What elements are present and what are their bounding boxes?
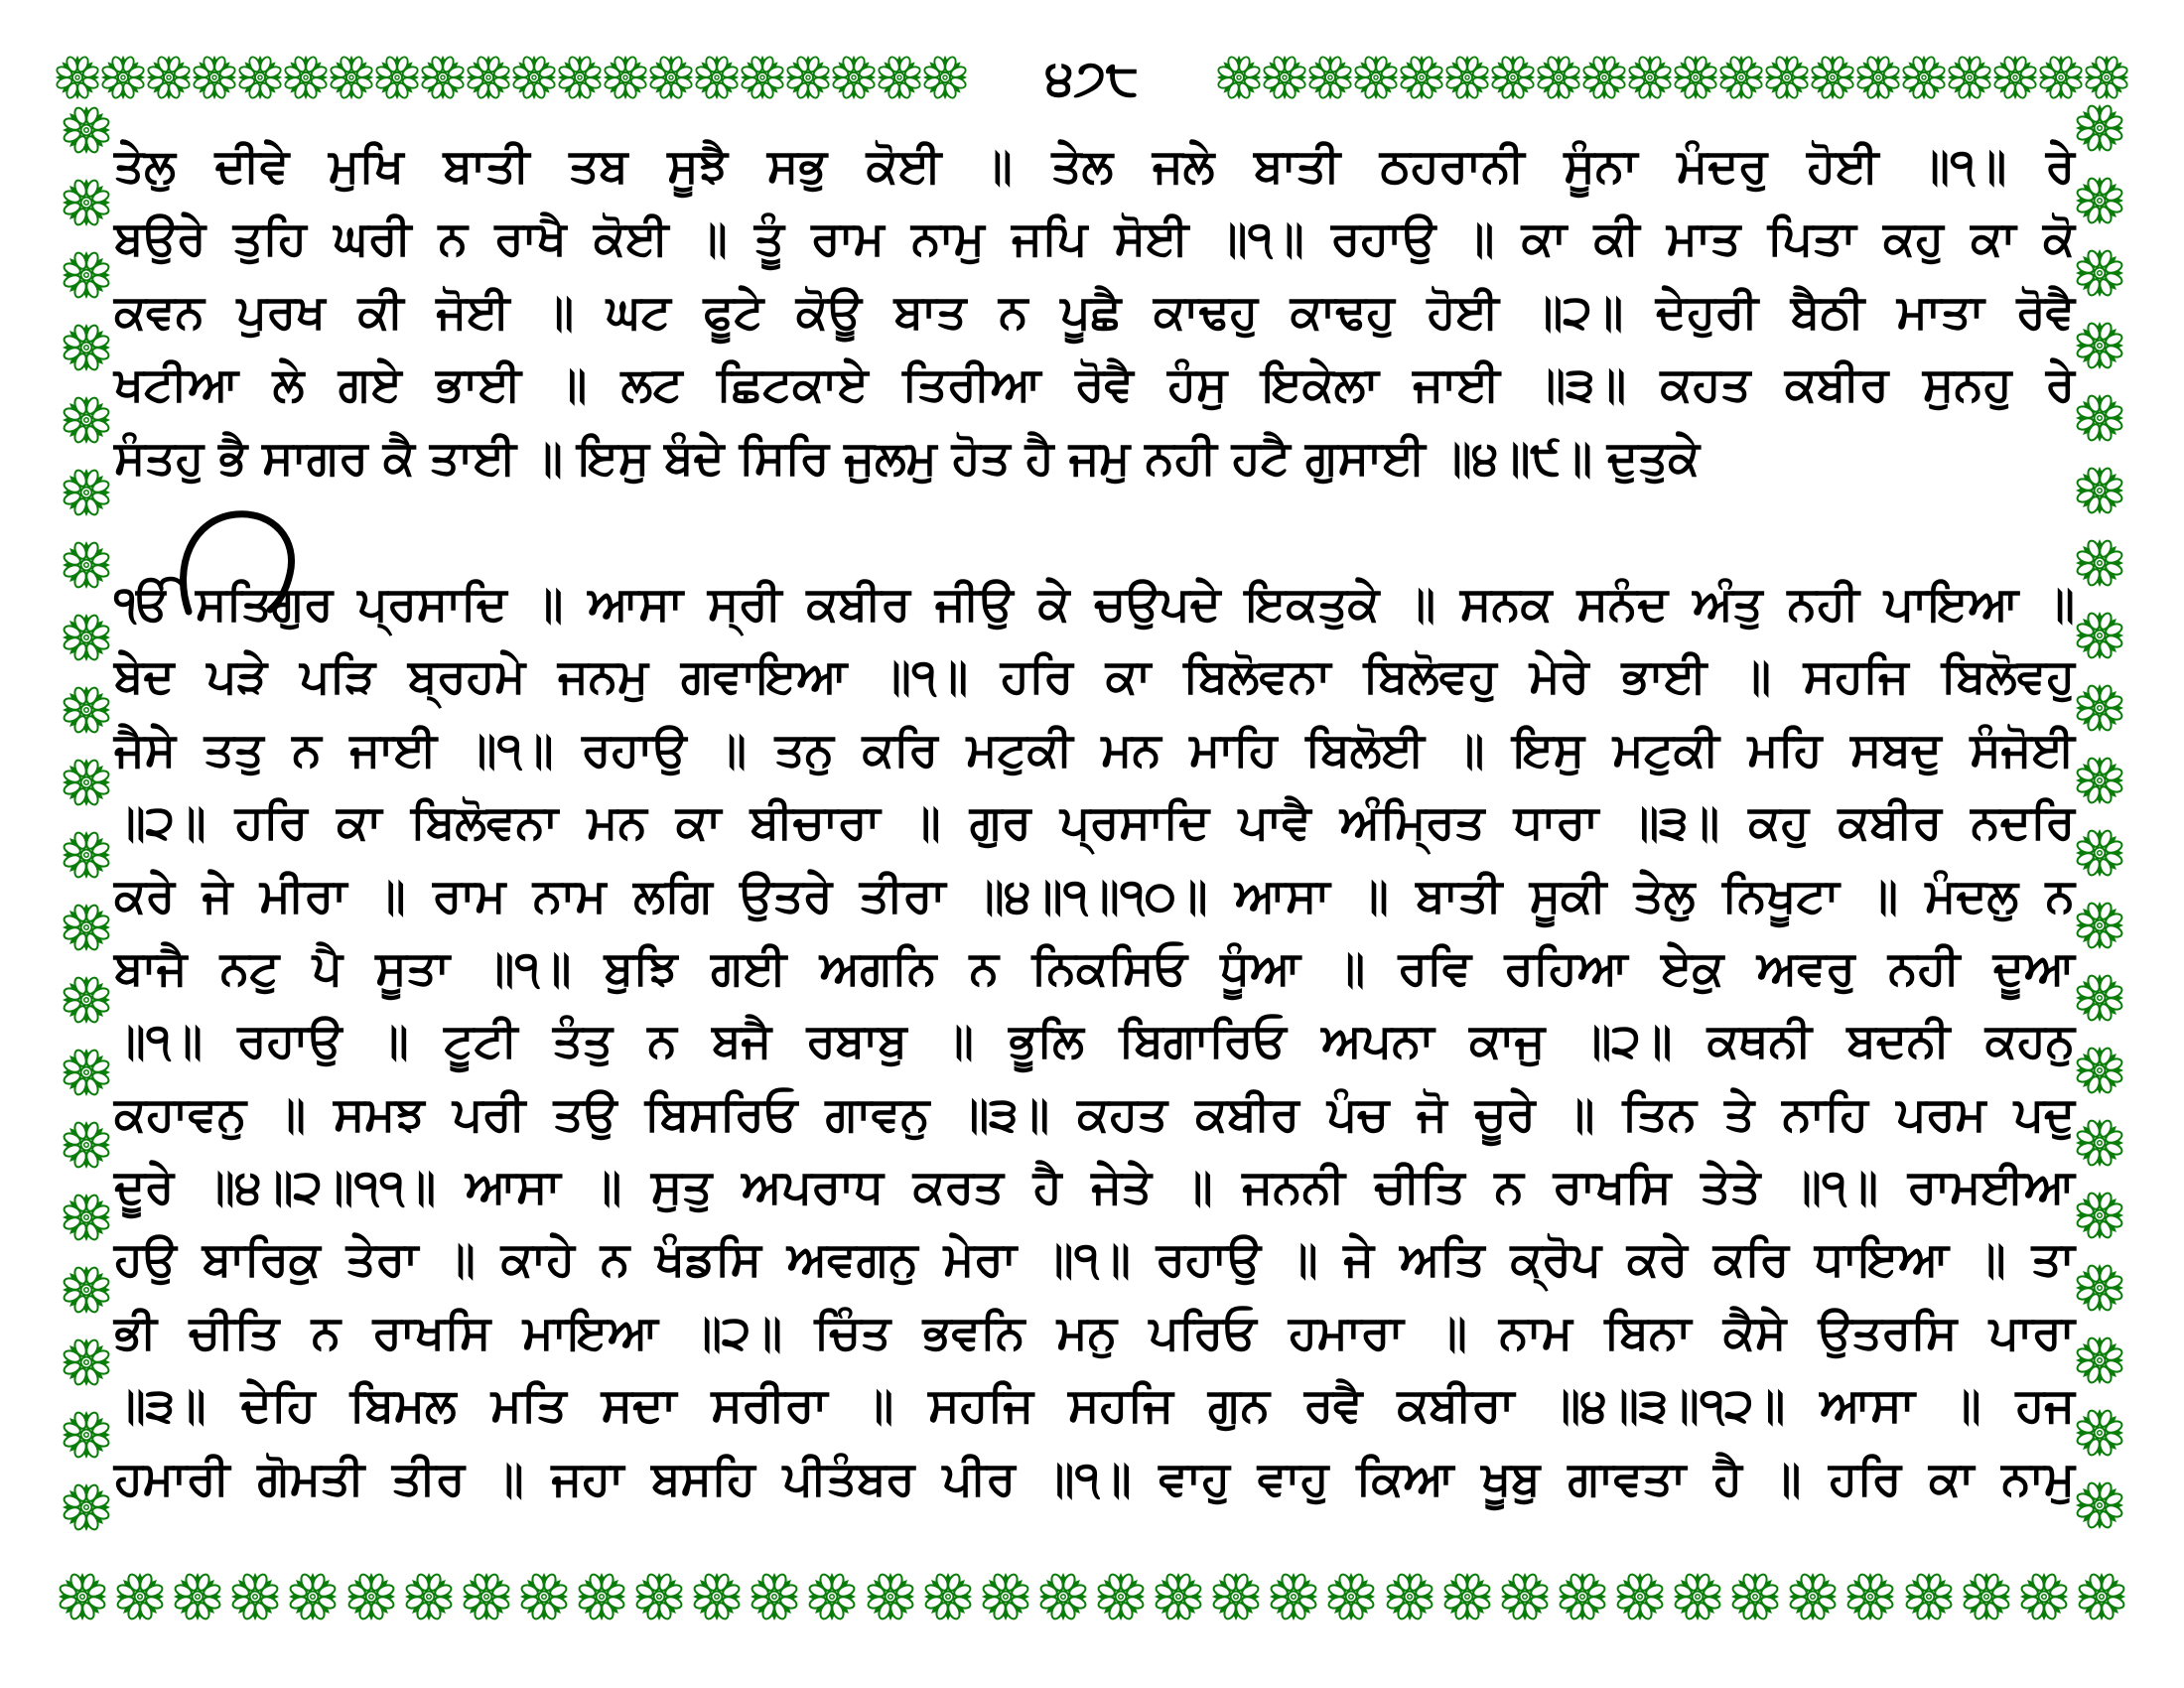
flower-ornament-icon (346, 1572, 396, 1621)
flower-ornament-icon (62, 975, 111, 1025)
flower-ornament-icon (2075, 1480, 2124, 1530)
flower-ornament-icon (2075, 538, 2124, 588)
flower-ornament-icon (62, 1120, 111, 1170)
gurbani-line: ॥੨॥ ਹਰਿ ਕਾ ਬਿਲੋਵਨਾ ਮਨ ਕਾ ਬੀਚਾਰਾ ॥ ਗੁਰ ਪ੍ਰਸਾਦਿ ਪਾਵੈ ਅੰਮ੍ਰਿਤ ਧਾਰਾ ॥੩॥ ਕਹੁ ਕਬੀਰ ਨਦਰਿ (114, 795, 2075, 849)
section-chaupade (114, 567, 2075, 1514)
flower-ornament-icon (1855, 55, 1901, 100)
flower-ornament-icon (1262, 55, 1307, 100)
gurbani-line: ਕਰੇ ਜੇ ਮੀਰਾ ॥ ਰਾਮ ਨਾਮ ਲਗਿ ਉਤਰੇ ਤੀਰਾ ॥੪॥੧॥੧੦॥ ਆਸਾ ॥ ਬਾਤੀ ਸੂਕੀ ਤੇਲੁ ਨਿਖੂਟਾ ॥ ਮੰਦਲੁ ਨ (114, 868, 2075, 921)
flower-ornament-icon (62, 1048, 111, 1097)
flower-ornament-icon (2075, 248, 2124, 298)
flower-ornament-icon (557, 55, 603, 100)
flower-ornament-icon (62, 613, 111, 662)
flower-ornament-icon (922, 55, 968, 100)
flower-ornament-icon (2075, 321, 2124, 370)
flower-ornament-icon (230, 1572, 280, 1621)
flower-ornament-icon (237, 55, 283, 100)
flower-ornament-icon (1326, 1572, 1376, 1621)
flower-ornament-icon (146, 55, 192, 100)
flower-ornament-icon (2075, 1118, 2124, 1168)
gurbani-line: ॥੩॥ ਦੇਹਿ ਬਿਮਲ ਮਤਿ ਸਦਾ ਸਰੀਰਾ ॥ ਸਹਜਿ ਸਹਜਿ ਗੁਨ ਰਵੈ ਕਬੀਰਾ ॥੪॥੩॥੧੨॥ ਆਸਾ ॥ ਹਜ (114, 1378, 2075, 1432)
flower-ornament-icon (55, 55, 100, 100)
flower-ornament-icon (1399, 55, 1444, 100)
flower-ornament-icon (1904, 1572, 1954, 1621)
text-area (114, 129, 2075, 1514)
flower-ornament-icon (1615, 1572, 1665, 1621)
section-dutuke (114, 129, 2075, 493)
flower-ornament-icon (648, 55, 694, 100)
flower-ornament-icon (100, 55, 146, 100)
flower-ornament-icon (2075, 756, 2124, 805)
page-number: ੪੭੮ (1044, 50, 1140, 105)
flower-ornament-icon (634, 1572, 684, 1621)
flower-ornament-icon (2075, 1263, 2124, 1313)
flower-ornament-icon (288, 1572, 338, 1621)
border-top-left-run (55, 55, 968, 100)
flower-ornament-icon (923, 1572, 973, 1621)
flower-ornament-icon (1962, 1572, 2011, 1621)
gurbani-line: ॥੧॥ ਰਹਾਉ ॥ ਟੂਟੀ ਤੰਤੁ ਨ ਬਜੈ ਰਬਾਬੁ ॥ ਭੂਲਿ ਬਿਗਾਰਿਓ ਅਪਨਾ ਕਾਜੁ ॥੨॥ ਕਥਨੀ ਬਦਨੀ ਕਹਨੁ (114, 1014, 2075, 1067)
flower-ornament-icon (577, 1572, 626, 1621)
border-bottom (58, 1572, 2126, 1621)
flower-ornament-icon (2075, 611, 2124, 660)
gurbani-line: ਖਟੀਆ ਲੇ ਗਏ ਭਾਈ ॥ ਲਟ ਛਿਟਕਾਏ ਤਿਰੀਆ ਰੋਵੈ ਹੰਸੁ ਇਕੇਲਾ ਜਾਈ ॥੩॥ ਕਹਤ ਕਬੀਰ ਸੁਨਹੁ ਰੇ (114, 357, 2075, 411)
flower-ornament-icon (1627, 55, 1673, 100)
gurbani-line: ਕਵਨ ਪੁਰਖ ਕੀ ਜੋਈ ॥ ਘਟ ਫੂਟੇ ਕੋਊ ਬਾਤ ਨ ਪੂਛੈ ਕਾਢਹੁ ਕਾਢਹੁ ਹੋਈ ॥੨॥ ਦੇਹੁਰੀ ਬੈਠੀ ਮਾਤਾ ਰੋਵੈ (114, 284, 2075, 338)
flower-ornament-icon (511, 55, 557, 100)
flower-ornament-icon (1385, 1572, 1434, 1621)
flower-ornament-icon (1536, 55, 1581, 100)
flower-ornament-icon (1307, 55, 1353, 100)
flower-ornament-icon (404, 1572, 454, 1621)
flower-ornament-icon (1096, 1572, 1146, 1621)
flower-ornament-icon (1353, 55, 1399, 100)
flower-ornament-icon (1718, 55, 1764, 100)
flower-ornament-icon (1038, 1572, 1088, 1621)
flower-ornament-icon (981, 1572, 1030, 1621)
flower-ornament-icon (62, 1193, 111, 1242)
gurbani-line: ਭੀ ਚੀਤਿ ਨ ਰਾਖਸਿ ਮਾਇਆ ॥੨॥ ਚਿੰਤ ਭਵਨਿ ਮਨੁ ਪਰਿਓ ਹਮਾਰਾ ॥ ਨਾਮ ਬਿਨਾ ਕੈਸੇ ਉਤਰਸਿ ਪਾਰਾ (114, 1305, 2075, 1358)
flower-ornament-icon (785, 55, 831, 100)
flower-ornament-icon (2075, 973, 2124, 1023)
flower-ornament-icon (466, 55, 511, 100)
flower-ornament-icon (2075, 176, 2124, 225)
flower-ornament-icon (62, 1337, 111, 1387)
flower-ornament-icon (62, 903, 111, 952)
flower-ornament-icon (62, 685, 111, 735)
flower-ornament-icon (1673, 1572, 1722, 1621)
flower-ornament-icon (2075, 1191, 2124, 1240)
flower-ornament-icon (1947, 55, 1992, 100)
flower-ornament-icon (1764, 55, 1810, 100)
flower-ornament-icon (62, 540, 111, 590)
flower-ornament-icon (62, 830, 111, 880)
flower-ornament-icon (807, 1572, 857, 1621)
flower-ornament-icon (62, 178, 111, 227)
flower-ornament-icon (2075, 1046, 2124, 1095)
flower-ornament-icon (2077, 1572, 2126, 1621)
flower-ornament-icon (2075, 828, 2124, 878)
flower-ornament-icon (192, 55, 237, 100)
flower-ornament-icon (740, 55, 785, 100)
flower-ornament-icon (62, 105, 111, 155)
flower-ornament-icon (1901, 55, 1947, 100)
flower-ornament-icon (1500, 1572, 1550, 1621)
flower-ornament-icon (115, 1572, 165, 1621)
gurbani-line: ਜੈਸੇ ਤਤੁ ਨ ਜਾਈ ॥੧॥ ਰਹਾਉ ॥ ਤਨੁ ਕਰਿ ਮਟੁਕੀ ਮਨ ਮਾਹਿ ਬਿਲੋਈ ॥ ਇਸੁ ਮਟੁਕੀ ਮਹਿ ਸਬਦੁ ਸੰਜੋਈ (114, 722, 2075, 775)
gurbani-line: ਬੇਦ ਪੜੇ ਪੜਿ ਬ੍ਰਹਮੇ ਜਨਮੁ ਗਵਾਇਆ ॥੧॥ ਹਰਿ ਕਾ ਬਿਲੋਵਨਾ ਬਿਲੋਵਹੁ ਮੇਰੇ ਭਾਈ ॥ ਸਹਜਿ ਬਿਲੋਵਹੁ (114, 649, 2075, 703)
flower-ornament-icon (374, 55, 420, 100)
flower-ornament-icon (62, 323, 111, 372)
border-right (2075, 103, 2124, 1530)
flower-ornament-icon (692, 1572, 742, 1621)
flower-ornament-icon (2075, 103, 2124, 153)
flower-ornament-icon (1154, 1572, 1203, 1621)
gurbani-line: ਸੰਤਹੁ ਭੈ ਸਾਗਰ ਕੈ ਤਾਈ ॥ ਇਸੁ ਬੰਦੇ ਸਿਰਿ ਜੁਲਮੁ ਹੋਤ ਹੈ ਜਮੁ ਨਹੀ ਹਟੈ ਗੁਸਾਈ ॥੪॥੯॥ ਦੁਤੁਕੇ (114, 430, 1701, 484)
gurbani-line: ਦੂਰੇ ॥੪॥੨॥੧੧॥ ਆਸਾ ॥ ਸੁਤੁ ਅਪਰਾਧ ਕਰਤ ਹੈ ਜੇਤੇ ॥ ਜਨਨੀ ਚੀਤਿ ਨ ਰਾਖਸਿ ਤੇਤੇ ॥੧॥ ਰਾਮਈਆ (114, 1160, 2075, 1213)
gurbani-line: ਬਾਜੈ ਨਟੁ ਪੈ ਸੂਤਾ ॥੧॥ ਬੁਝਿ ਗਈ ਅਗਨਿ ਨ ਨਿਕਸਿਓ ਧੂੰਆ ॥ ਰਵਿ ਰਹਿਆ ਏਕੁ ਅਵਰੁ ਨਹੀ ਦੂਆ (114, 940, 2075, 994)
flower-ornament-icon (1490, 55, 1536, 100)
flower-ornament-icon (2075, 393, 2124, 443)
flower-ornament-icon (519, 1572, 569, 1621)
gurbani-line: ਹਮਾਰੀ ਗੋਮਤੀ ਤੀਰ ॥ ਜਹਾ ਬਸਹਿ ਪੀਤੰਬਰ ਪੀਰ ॥੧॥ ਵਾਹੁ ਵਾਹੁ ਕਿਆ ਖੂਬੁ ਗਾਵਤਾ ਹੈ ॥ ਹਰਿ ਕਾ ਨਾਮੁ (114, 1451, 2075, 1504)
flower-ornament-icon (62, 250, 111, 300)
flower-ornament-icon (1730, 1572, 1780, 1621)
flower-ornament-icon (62, 395, 111, 445)
border-top-right-run (1216, 55, 2129, 100)
flower-ornament-icon (2084, 55, 2129, 100)
flower-ornament-icon (283, 55, 329, 100)
border-top (55, 52, 2129, 103)
flower-ornament-icon (462, 1572, 511, 1621)
flower-ornament-icon (329, 55, 374, 100)
flower-ornament-icon (1581, 55, 1627, 100)
flower-ornament-icon (1673, 55, 1718, 100)
flower-ornament-icon (866, 1572, 915, 1621)
flower-ornament-icon (1269, 1572, 1318, 1621)
gurbani-line: ੴ ਸਤਿਗੁਰ ਪ੍ਰਸਾਦਿ ॥ ਆਸਾ ਸ੍ਰੀ ਕਬੀਰ ਜੀਉ ਕੇ ਚਉਪਦੇ ਇਕਤੁਕੇ ॥ ਸਨਕ ਸਨੰਦ ਅੰਤੁ ਨਹੀ ਪਾਇਆ ॥ (114, 576, 2075, 630)
flower-ornament-icon (1211, 1572, 1261, 1621)
flower-ornament-icon (603, 55, 648, 100)
flower-ornament-icon (1444, 55, 1490, 100)
flower-ornament-icon (1810, 55, 1855, 100)
flower-ornament-icon (877, 55, 922, 100)
flower-ornament-icon (1992, 55, 2038, 100)
flower-ornament-icon (831, 55, 877, 100)
flower-ornament-icon (173, 1572, 222, 1621)
flower-ornament-icon (1442, 1572, 1492, 1621)
flower-ornament-icon (2019, 1572, 2069, 1621)
flower-ornament-icon (1558, 1572, 1607, 1621)
gurbani-line: ਹਉ ਬਾਰਿਕੁ ਤੇਰਾ ॥ ਕਾਹੇ ਨ ਖੰਡਸਿ ਅਵਗਨੁ ਮੇਰਾ ॥੧॥ ਰਹਾਉ ॥ ਜੇ ਅਤਿ ਕ੍ਰੋਪ ਕਰੇ ਕਰਿ ਧਾਇਆ ॥ ਤਾ (114, 1232, 2075, 1286)
gurbani-line: ਬਉਰੇ ਤੁਹਿ ਘਰੀ ਨ ਰਾਖੈ ਕੋਈ ॥ ਤੂੰ ਰਾਮ ਨਾਮੁ ਜਪਿ ਸੋਈ ॥੧॥ ਰਹਾਉ ॥ ਕਾ ਕੀ ਮਾਤ ਪਿਤਾ ਕਹੁ ਕਾ ਕੋ (114, 211, 2075, 265)
flower-ornament-icon (2075, 466, 2124, 515)
flower-ornament-icon (1788, 1572, 1838, 1621)
gurbani-line: ਕਹਾਵਨੁ ॥ ਸਮਝ ਪਰੀ ਤਉ ਬਿਸਰਿਓ ਗਾਵਨੁ ॥੩॥ ਕਹਤ ਕਬੀਰ ਪੰਚ ਜੋ ਚੂਰੇ ॥ ਤਿਨ ਤੇ ਨਾਹਿ ਪਰਮ ਪਦੁ (114, 1086, 2075, 1140)
flower-ornament-icon (62, 758, 111, 807)
flower-ornament-icon (2075, 1336, 2124, 1385)
flower-ornament-icon (750, 1572, 799, 1621)
gurbani-line: ਤੇਲੁ ਦੀਵੇ ਮੁਖਿ ਬਾਤੀ ਤਬ ਸੂਝੈ ਸਭੁ ਕੋਈ ॥ ਤੇਲ ਜਲੇ ਬਾਤੀ ਠਹਰਾਨੀ ਸੂੰਨਾ ਮੰਦਰੁ ਹੋਈ ॥੧॥ ਰੇ (114, 139, 2075, 192)
flower-ornament-icon (58, 1572, 107, 1621)
flower-ornament-icon (2075, 1408, 2124, 1458)
flower-ornament-icon (62, 1410, 111, 1460)
border-left (62, 105, 111, 1532)
flower-ornament-icon (1845, 1572, 1895, 1621)
flower-ornament-icon (62, 1482, 111, 1532)
flower-ornament-icon (1216, 55, 1262, 100)
flower-ornament-icon (62, 468, 111, 517)
flower-ornament-icon (62, 1265, 111, 1315)
flower-ornament-icon (2075, 683, 2124, 733)
flower-ornament-icon (2038, 55, 2084, 100)
flower-ornament-icon (2075, 901, 2124, 950)
flower-ornament-icon (694, 55, 740, 100)
flower-ornament-icon (420, 55, 466, 100)
